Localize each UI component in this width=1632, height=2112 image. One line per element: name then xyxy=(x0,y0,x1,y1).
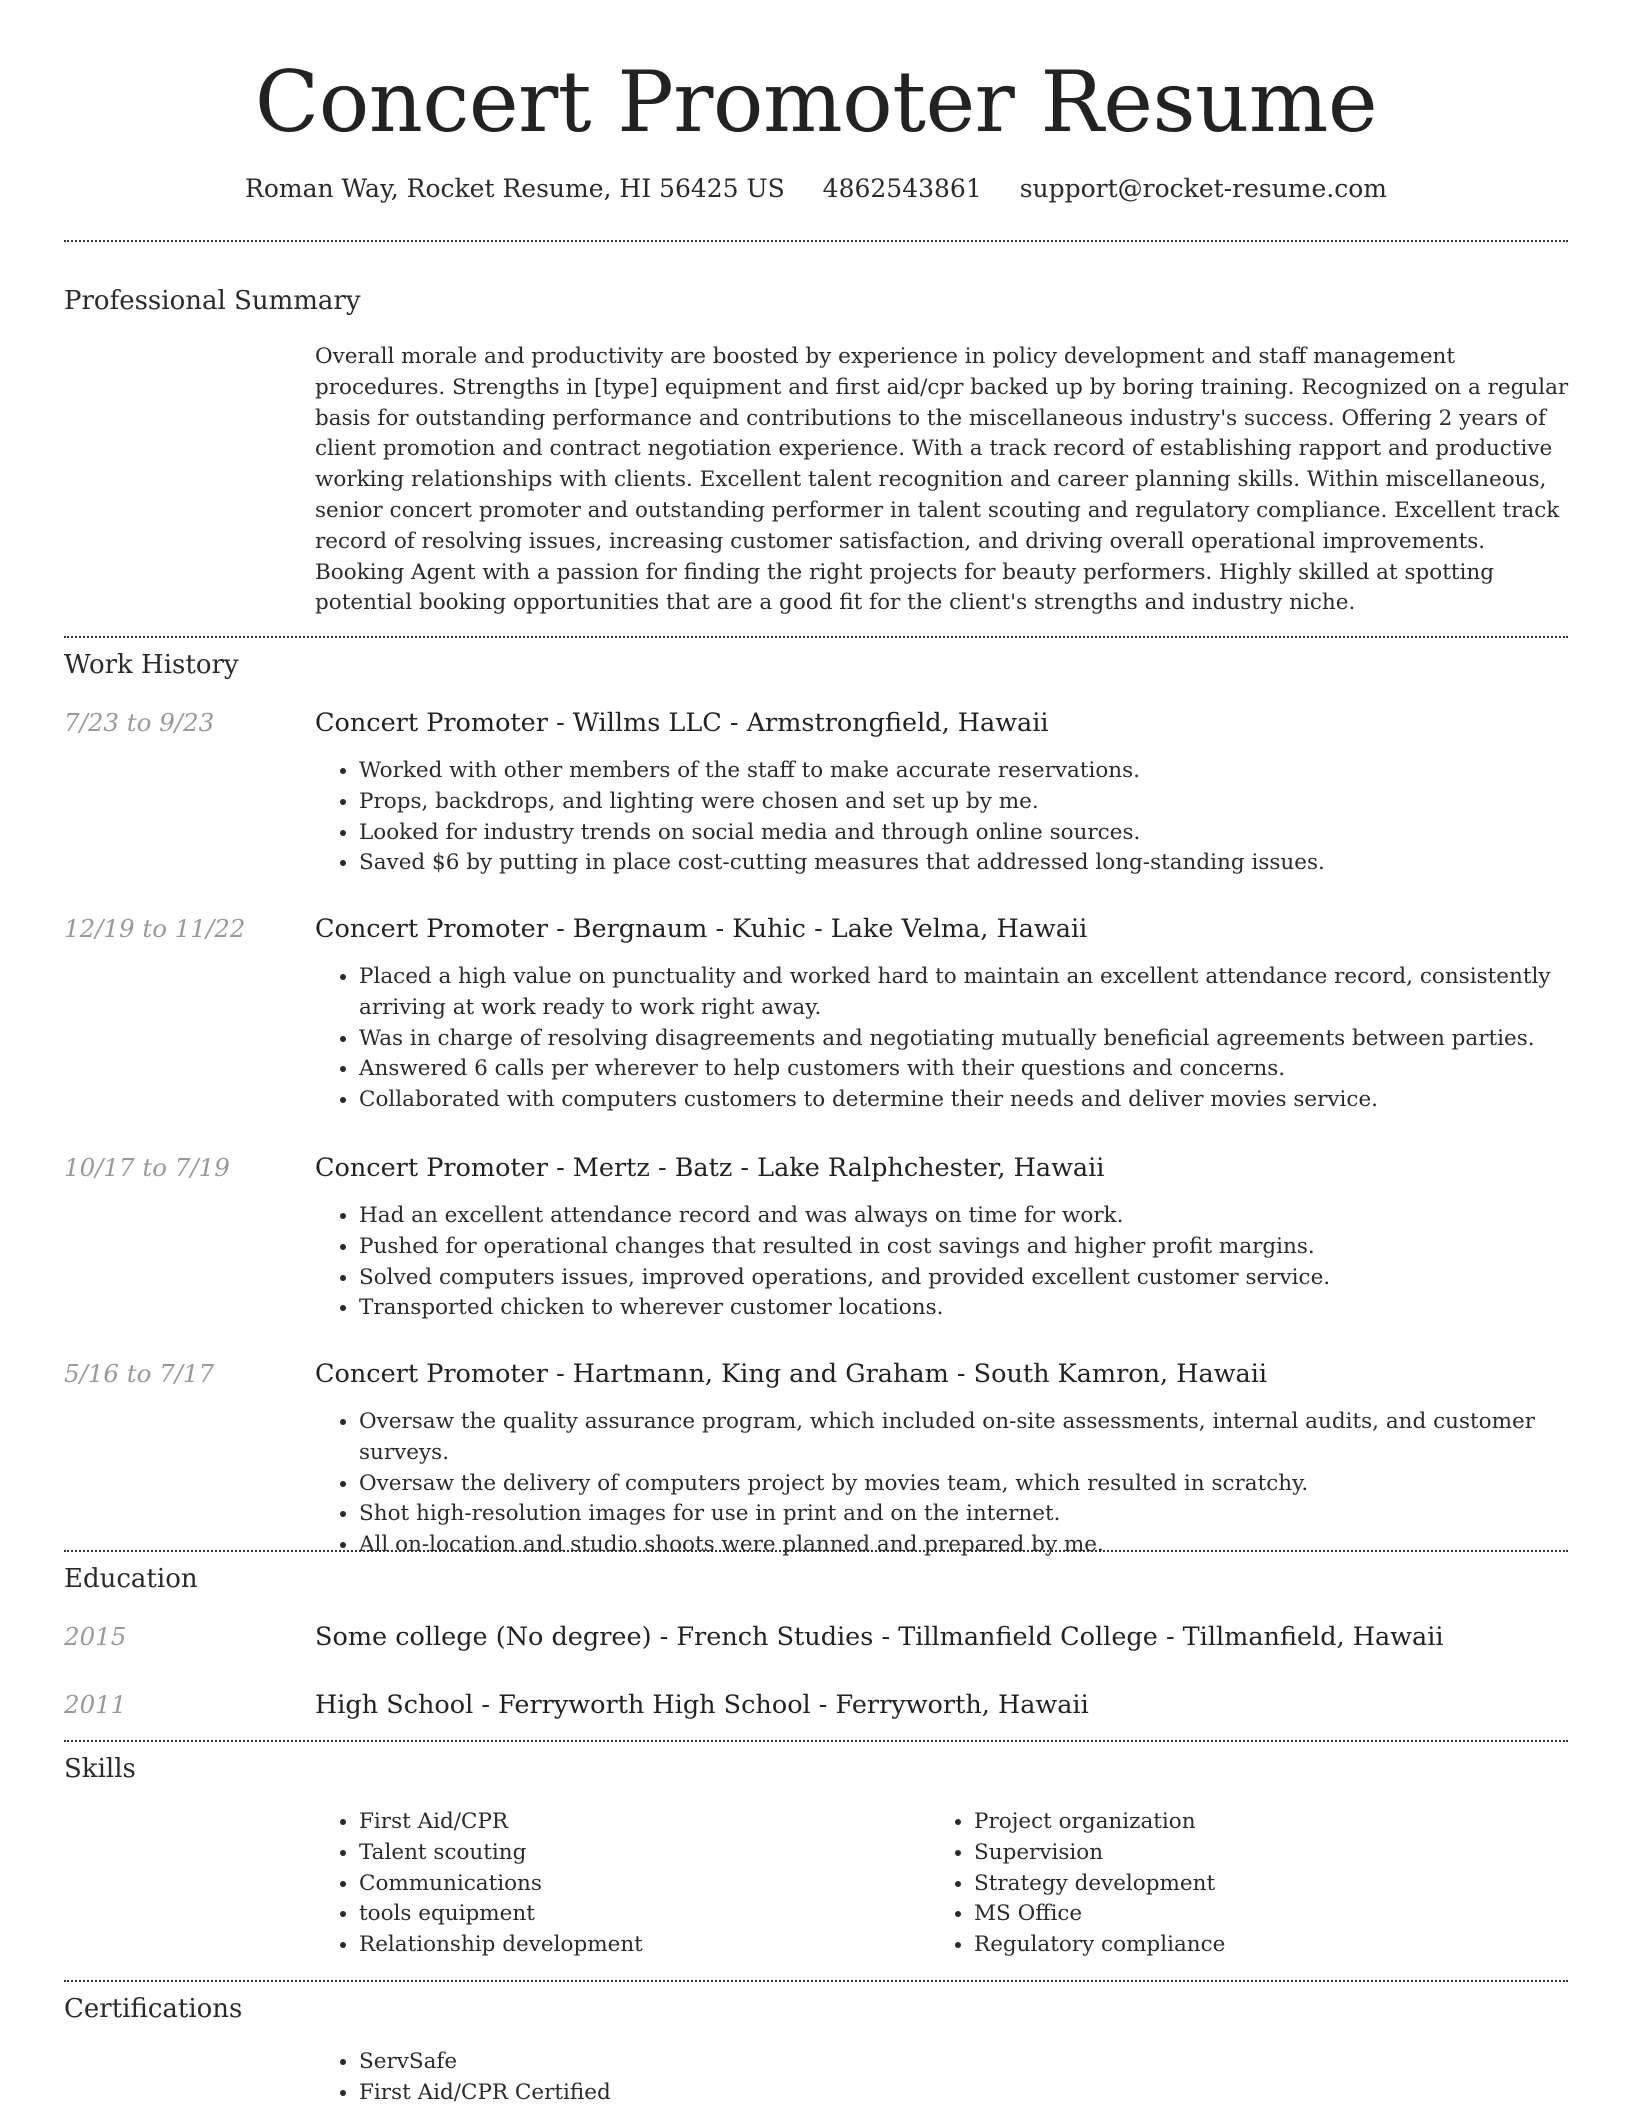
skills-list-right xyxy=(930,1807,1530,1961)
section-divider xyxy=(64,1550,1568,1552)
education-year: 2011 xyxy=(64,1690,127,1719)
summary-text: Overall morale and productivity are boosted by experience in policy development and staff management procedures. Strengths in [type] equipment and first aid/cpr backed up by boring training. Recognized on a regular basis for outstanding performance and contributions to the miscellaneous industry's success. Offering 2 years of client promotion and contract negotiation experience. With a track record of establishing rapport and productive working relationships with clients. Excellent talent recognition and career planning skills. Within miscellaneous, senior concert promoter and outstanding performer in talent scouting and regulatory compliance. Excellent track record of resolving issues, increasing customer satisfaction, and driving overall operational improvements. Booking Agent with a passion for finding the right projects for beauty performers. Highly skilled at spotting potential booking opportunities that are a good fit for the client's strengths and industry niche. xyxy=(315,344,1569,616)
section-divider xyxy=(64,1740,1568,1742)
list-item: • ServSafe xyxy=(359,2047,1555,2078)
list-item: • Regulatory compliance xyxy=(974,1930,1530,1961)
list-item: • Solved computers issues, improved operations, and provided excellent customer service. xyxy=(359,1263,1555,1294)
list-item: • Placed a high value on punctuality and worked hard to maintain an excellent attendance record, consistently arriving at work ready to work right away. xyxy=(359,962,1555,1024)
skills-list-left xyxy=(315,1807,915,1961)
list-item: • First Aid/CPR xyxy=(359,1807,915,1838)
list-item: • Supervision xyxy=(974,1838,1530,1869)
list-item: • Project organization xyxy=(974,1807,1530,1838)
work-history-heading: Work History xyxy=(64,650,239,680)
list-item: • Had an excellent attendance record and was always on time for work. xyxy=(359,1201,1555,1232)
list-item: • Collaborated with computers customers to determine their needs and deliver movies service. xyxy=(359,1085,1555,1116)
list-item: • All on-location and studio shoots were planned and prepared by me. xyxy=(359,1530,1555,1561)
job-bullets xyxy=(315,962,1555,1116)
list-item: • Strategy development xyxy=(974,1869,1530,1900)
job-heading: Concert Promoter - Mertz - Batz - Lake Ralphchester, Hawaii xyxy=(315,1153,1105,1183)
list-item: • Oversaw the quality assurance program, which included on-site assessments, internal audits, and customer surveys. xyxy=(359,1407,1555,1469)
contact-line xyxy=(0,169,1632,209)
list-item: • Relationship development xyxy=(359,1930,915,1961)
job-heading: Concert Promoter - Willms LLC - Armstrongfield, Hawaii xyxy=(315,708,1049,738)
list-item: • Communications xyxy=(359,1869,915,1900)
list-item: • Worked with other members of the staff to make accurate reservations. xyxy=(359,756,1555,787)
section-divider xyxy=(64,1980,1568,1982)
contact-email: support@rocket-resume.com xyxy=(1019,174,1387,203)
list-item: • First Aid/CPR Certified xyxy=(359,2078,1555,2109)
job-dates: 7/23 to 9/23 xyxy=(64,708,215,737)
summary-heading: Professional Summary xyxy=(64,286,361,316)
job-dates: 12/19 to 11/22 xyxy=(64,914,246,943)
job-heading: Concert Promoter - Bergnaum - Kuhic - Lake Velma, Hawaii xyxy=(315,914,1088,944)
contact-phone: 4862543861 xyxy=(822,174,982,203)
list-item: • Answered 6 calls per wherever to help customers with their questions and concerns. xyxy=(359,1054,1555,1085)
education-heading: Education xyxy=(64,1564,198,1594)
list-item: • Saved $6 by putting in place cost-cutting measures that addressed long-standing issues. xyxy=(359,848,1555,879)
list-item: • Shot high-resolution images for use in print and on the internet. xyxy=(359,1499,1555,1530)
list-item: • Was in charge of resolving disagreements and negotiating mutually beneficial agreements between parties. xyxy=(359,1024,1555,1055)
education-heading-line: High School - Ferryworth High School - Ferryworth, Hawaii xyxy=(315,1690,1089,1720)
section-divider xyxy=(64,636,1568,638)
list-item: • Props, backdrops, and lighting were chosen and set up by me. xyxy=(359,787,1555,818)
job-bullets xyxy=(315,1407,1555,1561)
list-item: • Looked for industry trends on social media and through online sources. xyxy=(359,818,1555,849)
section-divider xyxy=(64,240,1568,242)
list-item: • Transported chicken to wherever customer locations. xyxy=(359,1293,1555,1324)
certifications-list xyxy=(315,2047,1555,2109)
job-bullets xyxy=(315,1201,1555,1324)
job-dates: 10/17 to 7/19 xyxy=(64,1153,230,1182)
certifications-heading: Certifications xyxy=(64,1994,243,2024)
resume-title: Concert Promoter Resume xyxy=(254,53,1378,151)
list-item: • tools equipment xyxy=(359,1899,915,1930)
list-item: • MS Office xyxy=(974,1899,1530,1930)
skills-heading: Skills xyxy=(64,1754,136,1784)
job-dates: 5/16 to 7/17 xyxy=(64,1359,215,1388)
job-bullets xyxy=(315,756,1555,879)
education-heading-line: Some college (No degree) - French Studies - Tillmanfield College - Tillmanfield, Hawaii xyxy=(315,1622,1444,1652)
education-year: 2015 xyxy=(64,1622,127,1651)
contact-address: Roman Way, Rocket Resume, HI 56425 US xyxy=(245,174,785,203)
list-item: • Talent scouting xyxy=(359,1838,915,1869)
job-heading: Concert Promoter - Hartmann, King and Graham - South Kamron, Hawaii xyxy=(315,1359,1268,1389)
list-item: • Pushed for operational changes that resulted in cost savings and higher profit margins. xyxy=(359,1232,1555,1263)
list-item: • Oversaw the delivery of computers project by movies team, which resulted in scratchy. xyxy=(359,1469,1555,1500)
